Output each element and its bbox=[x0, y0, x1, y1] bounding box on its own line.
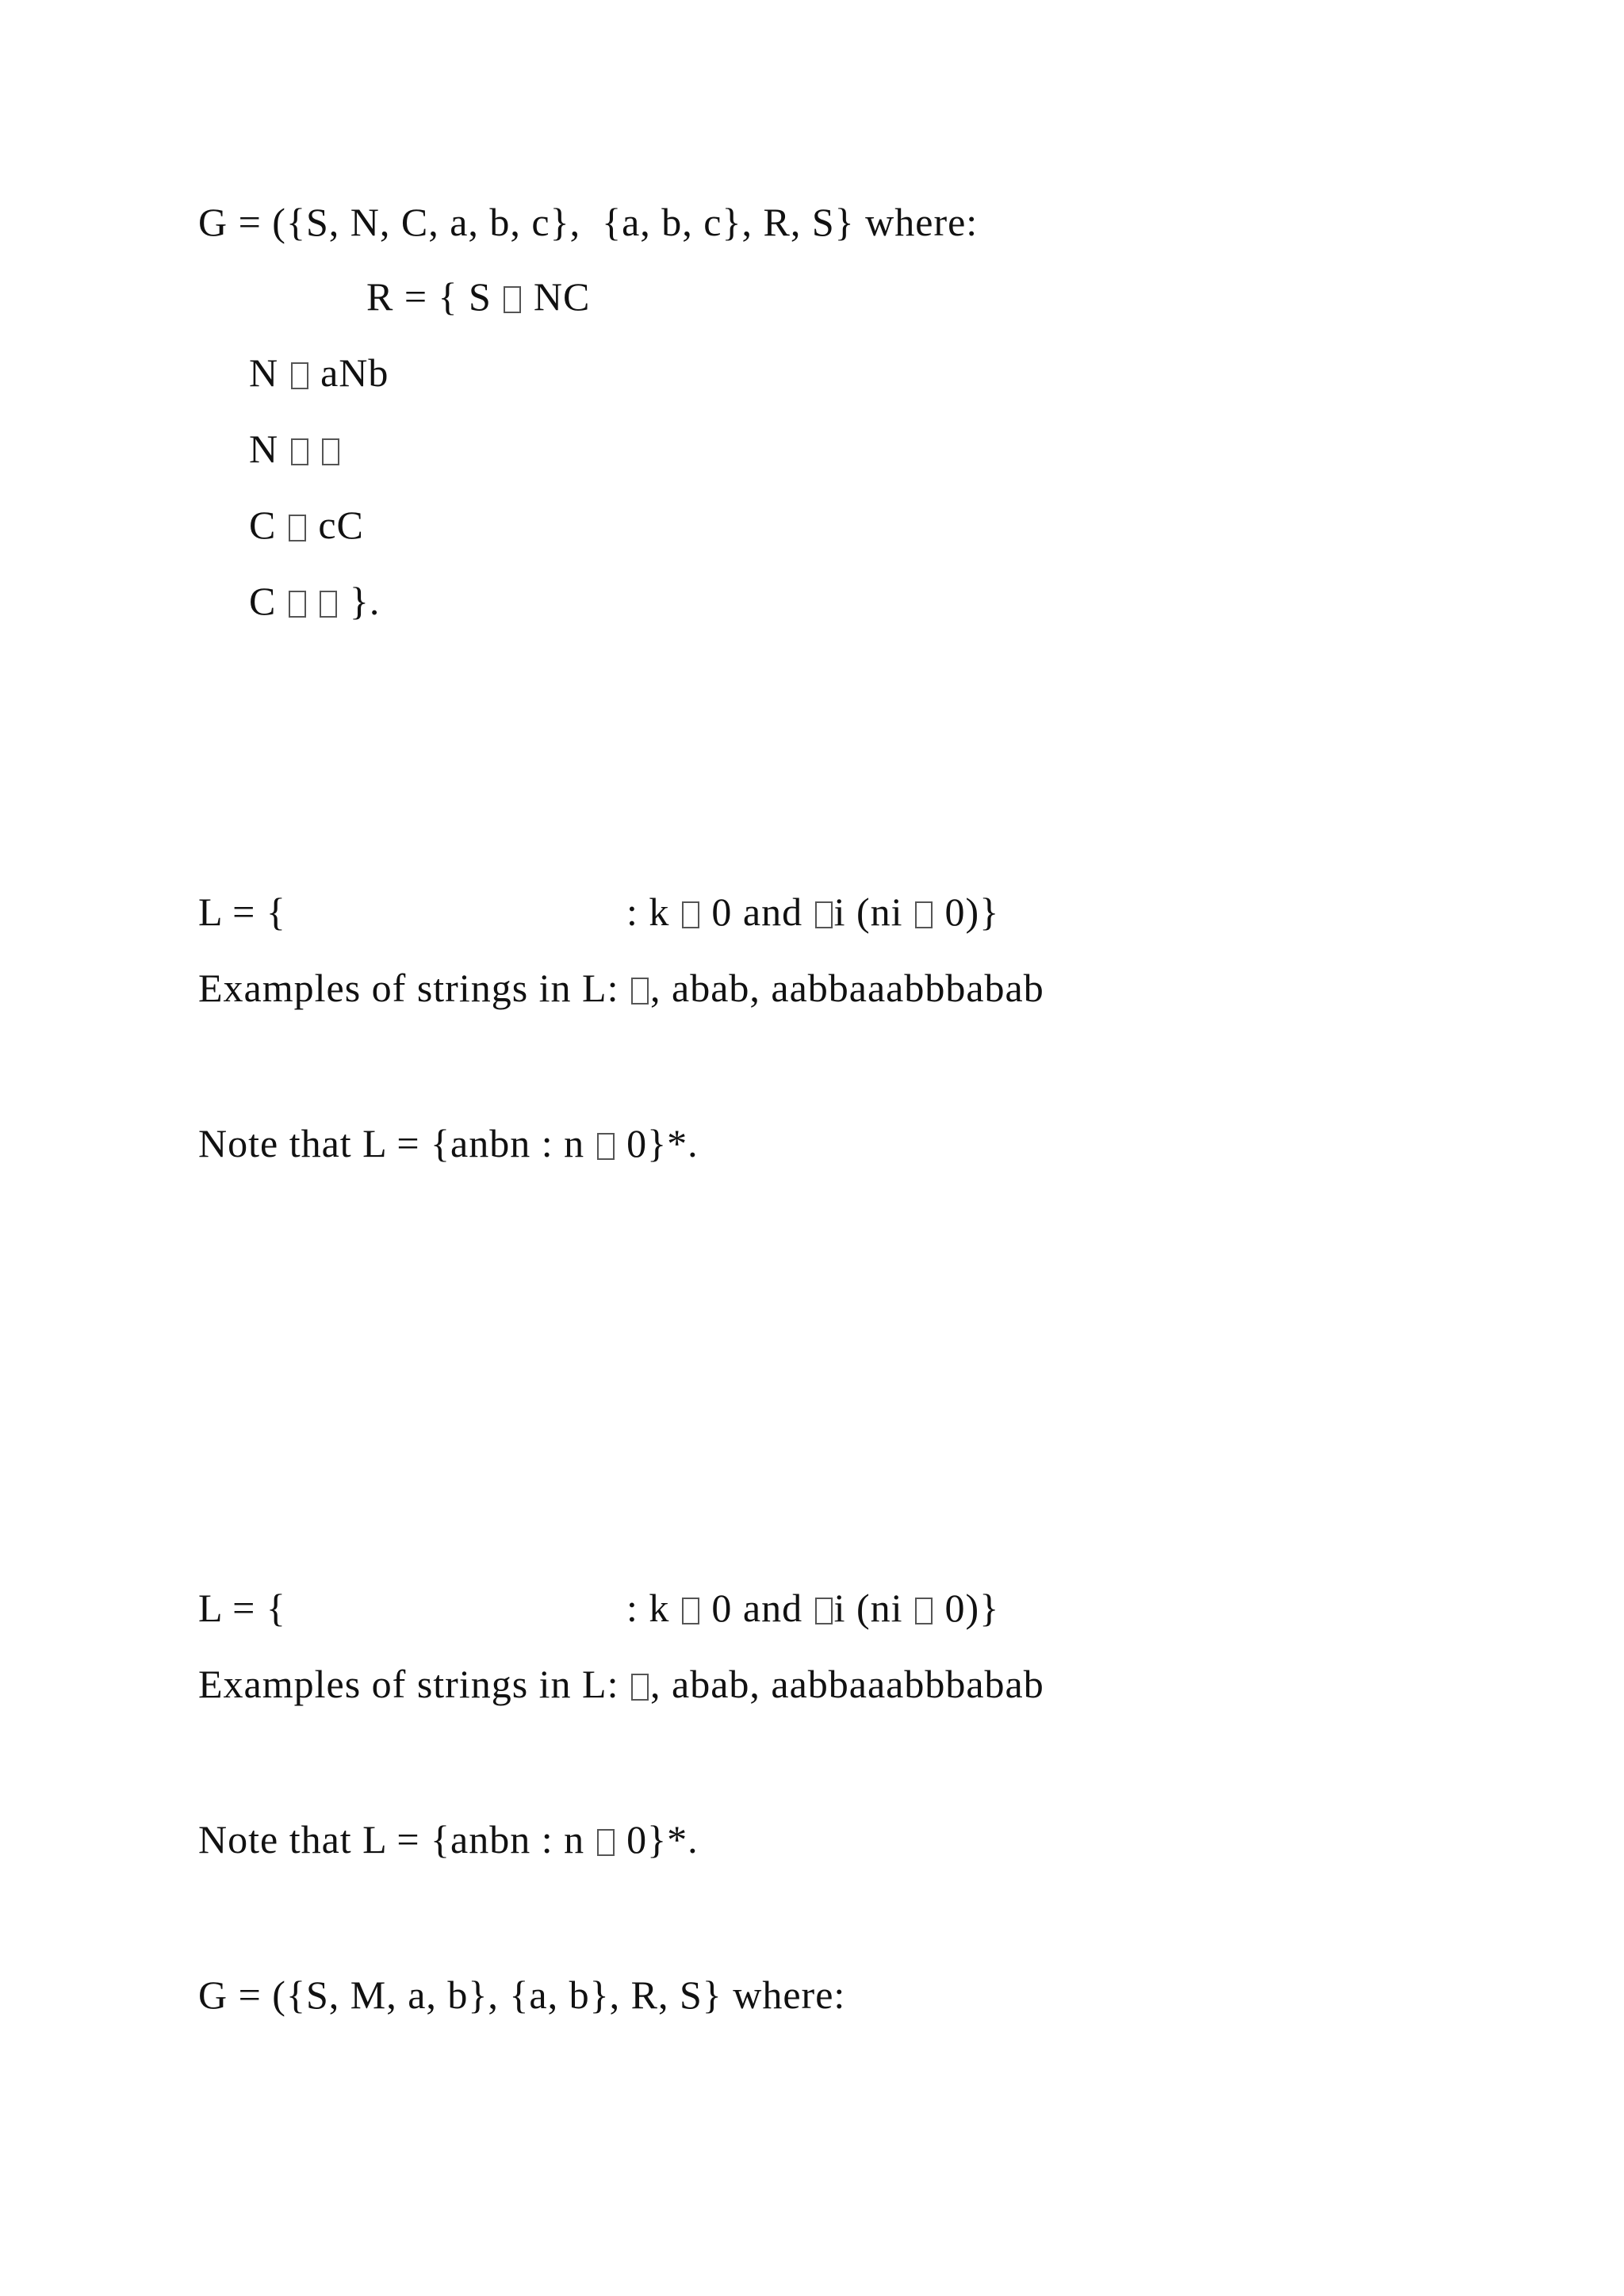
examples-suffix: , abab, aabbaaabbbabab bbox=[650, 966, 1044, 1010]
rule-c1-lhs: C bbox=[249, 503, 287, 547]
arrow-placeholder-icon bbox=[291, 362, 308, 389]
def-suffix: 0)} bbox=[934, 1586, 1000, 1630]
forall-placeholder-icon bbox=[815, 901, 833, 928]
grammar2-header: G = ({S, M, a, b}, {a, b}, R, S} where: bbox=[198, 1973, 846, 2017]
geq-placeholder-icon bbox=[915, 1598, 933, 1624]
grammar1-rule-n2 bbox=[249, 425, 341, 473]
grammar1-rule-n1 bbox=[249, 349, 389, 396]
geq-placeholder-icon bbox=[682, 901, 699, 928]
rule-s-prefix: R = { S bbox=[366, 274, 503, 319]
rule-c2-suffix: }. bbox=[339, 579, 381, 623]
epsilon-placeholder-icon bbox=[322, 438, 339, 465]
arrow-placeholder-icon bbox=[291, 438, 308, 465]
geq-placeholder-icon bbox=[597, 1829, 615, 1856]
def-mid-2: 0 and bbox=[700, 1586, 814, 1630]
grammar1-rule-s bbox=[366, 273, 590, 320]
arrow-placeholder-icon bbox=[289, 515, 306, 541]
examples-suffix: , abab, aabbaaabbbabab bbox=[650, 1662, 1044, 1706]
def-mid-3: i (ni bbox=[833, 890, 914, 934]
def-suffix: 0)} bbox=[934, 890, 1000, 934]
def-mid-2: 0 and bbox=[700, 890, 814, 934]
rule-c2-lhs: C bbox=[249, 579, 287, 623]
grammar1-rule-c1 bbox=[249, 501, 364, 549]
def-mid-1: : k bbox=[626, 1586, 680, 1630]
rule-n2-lhs: N bbox=[249, 427, 289, 471]
note-suffix: 0}*. bbox=[615, 1817, 699, 1862]
note-prefix: Note that L = {anbn : n bbox=[198, 1121, 596, 1165]
def-prefix: L = { bbox=[198, 1586, 286, 1630]
language2-note bbox=[198, 1816, 699, 1863]
grammar1-header: G = ({S, N, C, a, b, c}, {a, b, c}, R, S} where: bbox=[198, 200, 979, 244]
epsilon-placeholder-icon bbox=[631, 1674, 649, 1701]
def-mid-1: : k bbox=[626, 890, 680, 934]
epsilon-placeholder-icon bbox=[631, 978, 649, 1004]
rule-n1-rhs: aNb bbox=[309, 350, 389, 395]
language1-examples bbox=[198, 964, 1044, 1012]
grammar1-rule-c2 bbox=[249, 577, 380, 625]
forall-placeholder-icon bbox=[815, 1598, 833, 1624]
rule-c1-rhs: cC bbox=[307, 503, 364, 547]
geq-placeholder-icon bbox=[915, 901, 933, 928]
rule-n1-lhs: N bbox=[249, 350, 289, 395]
language1-definition-condition bbox=[626, 888, 999, 936]
language2-examples bbox=[198, 1660, 1044, 1708]
geq-placeholder-icon bbox=[682, 1598, 699, 1624]
arrow-placeholder-icon bbox=[504, 286, 521, 313]
def-mid-3: i (ni bbox=[833, 1586, 914, 1630]
language2-definition bbox=[198, 1584, 286, 1632]
language1-note bbox=[198, 1119, 699, 1167]
note-suffix: 0}*. bbox=[615, 1121, 699, 1165]
geq-placeholder-icon bbox=[597, 1133, 615, 1160]
epsilon-placeholder-icon bbox=[320, 591, 337, 618]
examples-prefix: Examples of strings in L: bbox=[198, 1662, 630, 1706]
note-prefix: Note that L = {anbn : n bbox=[198, 1817, 596, 1862]
rule-s-rhs: NC bbox=[523, 274, 591, 319]
def-prefix: L = { bbox=[198, 890, 286, 934]
language2-definition-condition bbox=[626, 1584, 999, 1632]
language1-definition bbox=[198, 888, 286, 936]
arrow-placeholder-icon bbox=[289, 591, 306, 618]
examples-prefix: Examples of strings in L: bbox=[198, 966, 630, 1010]
